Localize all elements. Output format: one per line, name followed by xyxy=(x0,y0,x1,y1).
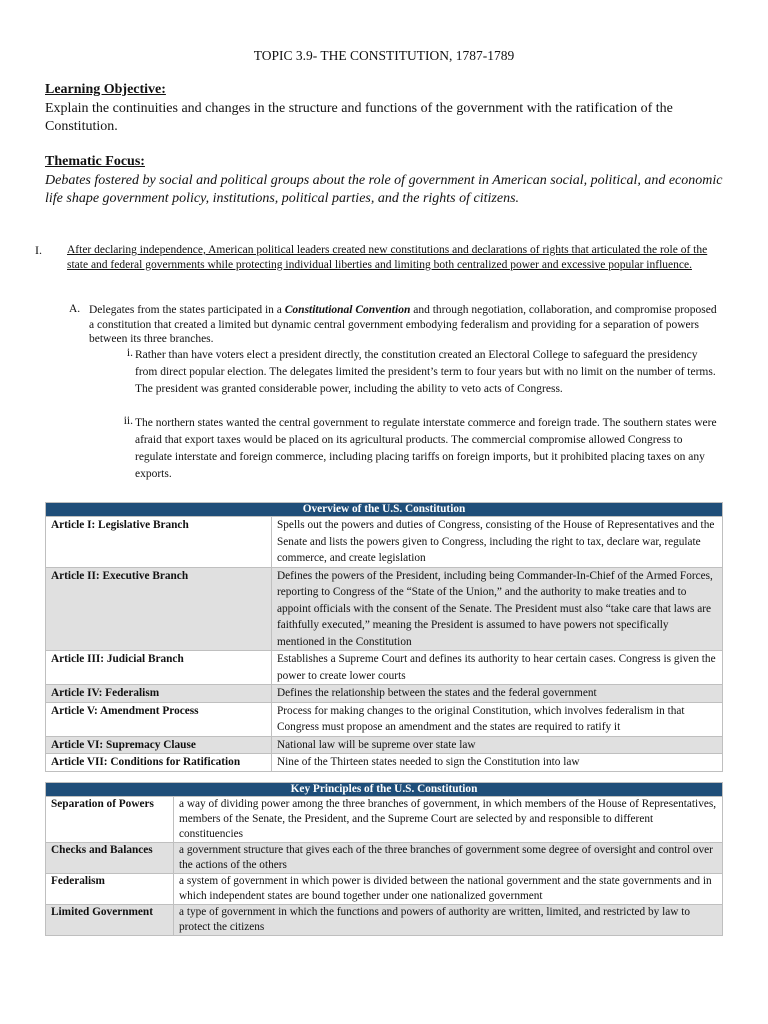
definition-cell: a government structure that gives each of the three branches of government some degree of oversight and control over the actions of the others xyxy=(174,843,723,874)
definition-cell: a type of government in which the functions and powers of authority are written, limited, and restricted by law to protect the citizens xyxy=(174,905,723,936)
article-cell: Article IV: Federalism xyxy=(46,685,272,703)
table-row xyxy=(46,843,723,874)
term-cell: Limited Government xyxy=(46,905,174,936)
article-cell: Article I: Legislative Branch xyxy=(46,517,272,568)
description-cell: National law will be supreme over state law xyxy=(272,736,723,754)
point-a-pre: Delegates from the states participated in a xyxy=(89,304,285,316)
article-cell: Article VI: Supremacy Clause xyxy=(46,736,272,754)
article-cell: Article II: Executive Branch xyxy=(46,567,272,651)
description-cell: Spells out the powers and duties of Congress, consisting of the House of Representatives and the Senate and lists the powers given to Congress, including the right to tax, declare war, regulate commerce, and create legislation xyxy=(272,517,723,568)
definition-cell: a system of government in which power is divided between the national government and the state governments and in which independent states are bound together under one nationalized government xyxy=(174,874,723,905)
overview-table-header: Overview of the U.S. Constitution xyxy=(46,503,723,517)
table-row xyxy=(46,905,723,936)
table-row xyxy=(46,702,723,736)
table-row xyxy=(46,517,723,568)
thematic-focus-heading: Thematic Focus: xyxy=(45,154,145,169)
subpoint-number: ii. xyxy=(123,415,133,427)
section-number: I. xyxy=(35,243,42,257)
principles-table-header: Key Principles of the U.S. Constitution xyxy=(46,783,723,797)
term-cell: Checks and Balances xyxy=(46,843,174,874)
table-row xyxy=(46,567,723,651)
description-cell: Establishes a Supreme Court and defines its authority to hear certain cases. Congress is given the power to create lower courts xyxy=(272,651,723,685)
article-cell: Article III: Judicial Branch xyxy=(46,651,272,685)
subpoint-text: Rather than have voters elect a president directly, the constitution created an Electoral College to safeguard the presidency from direct popular election. The delegates limited the president’s term to four years but with no limit on the number of terms. The president was granted considerable power, including the ability to veto acts of Congress. xyxy=(135,349,716,395)
table-row xyxy=(46,736,723,754)
table-row xyxy=(46,754,723,772)
thematic-focus-text: Debates fostered by social and political groups about the role of government in American social, political, and economic life shape government policy, institutions, political parties, and the rights of citizens. xyxy=(45,173,723,206)
term-cell: Separation of Powers xyxy=(46,797,174,843)
description-cell: Defines the powers of the President, including being Commander-In-Chief of the Armed Forces, reporting to Congress of the “State of the Union,” and the authority to make treaties and to appoint officials with the consent of the Senate. The President must also “take care that laws are faithfully executed,” meaning the President is assumed to have powers not specifically mentioned in the Constitution xyxy=(272,567,723,651)
learning-objective-heading: Learning Objective: xyxy=(45,82,166,97)
description-cell: Defines the relationship between the states and the federal government xyxy=(272,685,723,703)
article-cell: Article VII: Conditions for Ratification xyxy=(46,754,272,772)
definition-cell: a way of dividing power among the three branches of government, in which members of the House of Representatives, members of the Senate, the President, and the Supreme Court are selected by and responsible to different constituencies xyxy=(174,797,723,843)
table-row xyxy=(46,651,723,685)
term-cell: Federalism xyxy=(46,874,174,905)
point-a-label: A. xyxy=(69,303,81,315)
table-row xyxy=(46,874,723,905)
point-a-text xyxy=(89,303,721,347)
article-cell: Article V: Amendment Process xyxy=(46,702,272,736)
point-a-emphasis: Constitutional Convention xyxy=(284,304,411,316)
subpoint-text: The northern states wanted the central government to regulate interstate commerce and foreign trade. The southern states were afraid that export taxes would be placed on its agricultural products. The commercial compromise allowed Congress to regulate interstate and foreign commerce, including placing tariffs on foreign imports, but it prohibited placing taxes on any exports. xyxy=(135,417,717,480)
table-row xyxy=(46,797,723,843)
subpoint-number: i. xyxy=(126,347,133,359)
description-cell: Nine of the Thirteen states needed to sign the Constitution into law xyxy=(272,754,723,772)
principles-table xyxy=(45,782,723,936)
learning-objective-text: Explain the continuities and changes in the structure and functions of the government with the ratification of the Constitution. xyxy=(45,101,673,134)
table-row xyxy=(46,685,723,703)
page-title: TOPIC 3.9- THE CONSTITUTION, 1787-1789 xyxy=(253,48,515,63)
overview-table xyxy=(45,502,723,772)
point-a-post: and through negotiation, collaboration, and compromise proposed a constitution that created a limited but dynamic central government embodying federalism and providing for a separation of powers between its three branches. xyxy=(89,304,717,345)
section-text: After declaring independence, American political leaders created new constitutions and declarations of rights that articulated the role of the state and federal governments while protecting individual liberties and limiting both centralized power and excessive popular influence. xyxy=(67,244,708,271)
description-cell: Process for making changes to the original Constitution, which involves federalism in that Congress must propose an amendment and the states are required to ratify it xyxy=(272,702,723,736)
